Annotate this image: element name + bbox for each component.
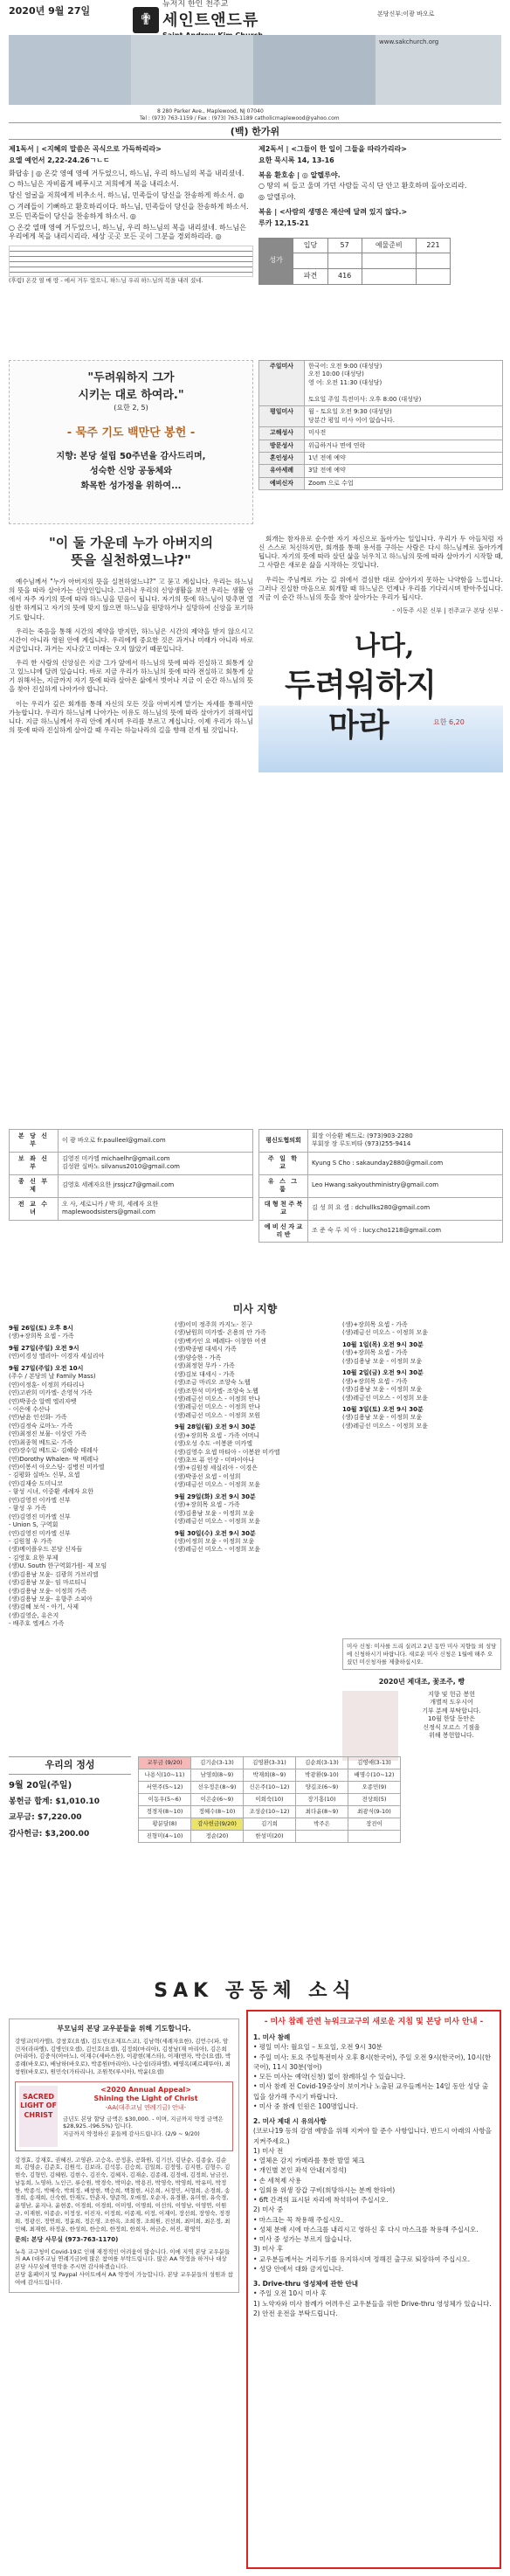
guideline-item: 2) 안전 운전을 부탁드립니다. — [253, 2309, 338, 2317]
schedule-value: 위급하거나 면에 연락 — [305, 440, 503, 452]
offering-cell: 감사헌금(9/20) — [191, 1818, 244, 1831]
intent-item: (연)김영진 이카엘 신부 — [9, 1496, 71, 1504]
intent-item: (생)+김원정 세실리아 - 이경은 — [175, 1465, 258, 1472]
intent-item: (생)레금선 미오스 - 이정희 모윤 — [342, 1329, 429, 1337]
rosary-title: - 묵주 기도 백만단 봉헌 - — [66, 426, 196, 440]
hymn-cell: 416 — [327, 269, 362, 285]
appeal-names: 강경효, 강재호, 권혜진, 고영관, 고승옥, 공정훈, 공화원, 김기선, 김단순, 김종술, 김순희, 김영순, 김준호, 김원석, 김보라, 김석봉, 김승희, 김일희, 김정영, 김지현, 김형수, 김현숙, 김형민, 김혜원, 김현수, 김진숙, 김혜자, 김재순, 김종례, 김정애, 김정희, 남금선, 남동희, 노영하, 노인근, 류승원, 박경숙, 박미순, 박용진, 박영숙, 박영희, 박유미, 박정한, 박종석, 박혜숙, 박희정, 배창현, 백승희, 백철현, 서은희, 서정민, 서형희, 손경희, 송경희, 송재희, 신숙현, 안재도, 안춘자, 양준혁, 오매경, 오순자, 유경환, 유미현, 유숙경, 윤영남, 윤지나, 윤현종, 이경희, 이경희, 이미영, 이명희, 이선의, 이영남, 이영연, 이원규, 이재현, 이종순, 이정성, 이진자, 이정희, 이종제, 이정, 이재이, 장선희, 장영숙, 정경희, 정광신, 정연희, 정윤희, 정은영, 조한옥, 조희경, 조희원, 진선희, 최미희, 최은정, 최인혜, 최재현, 하정운, 한성희, 한승희, 한정희, 한희자, 허금순, 허진, 황영익 — [15, 2156, 231, 2233]
intent-item: (생)레금선 미오스 - 이정희 모윤 — [342, 1394, 429, 1402]
offering-cell: 정경자(8~10) — [139, 1806, 191, 1818]
sermon-paragraph: 우리는 주님께로 가는 길 위에서 결심한 대로 살아가지 못하는 나약함을 느낍니다. 그러나 진실한 마음으로 회개할 때 하느님은 언제나 우리를 기다리시며 받아주십니다. 지금 이 순간 하느님의 뜻을 찾아 살아가는 우리가 됩시다. — [258, 575, 503, 601]
calligraphy-line: 나다, — [355, 631, 415, 662]
intention-line: 지향: 본당 설립 50주년을 감사드리며, — [56, 452, 206, 462]
pastor-line: 본당신부:이광 바오로 — [377, 10, 435, 17]
verse-box — [9, 360, 253, 524]
intent-item: (연)김정숙 로마노- 가족 — [9, 1422, 73, 1430]
intent-item: (생)+장희목 요셉 - 가족 — [342, 1349, 408, 1357]
intent-col-1 — [9, 1321, 166, 1629]
hymn-cell — [416, 269, 450, 285]
intent-date: 9월 29일(화) 오전 9시 30분 — [175, 1492, 256, 1500]
schedule-value: 한국어: 오전 9:00 (대성당) 오전 10:00 (대성당) 영 어: 오전 11:30 (대성당) 토요일 주일 특전미사: 오후 8:00 (대성당) — [305, 361, 503, 406]
intent-item: (생)조금 마리오 조앙숙 노웹 — [175, 1379, 251, 1387]
sermon-title: "이 둘 가운데 누가 아버지의 — [48, 535, 214, 551]
staff-left-table — [9, 1129, 253, 1221]
sak-left-head: 부모님의 본당 교우분들을 위해 기도합니다. — [57, 2025, 191, 2032]
intent-item: (생)레금선 미오스 - 이정희 모원 — [175, 1411, 261, 1419]
intent-item: (생)레금선 미오스 - 이정희 모윤 — [175, 1518, 261, 1526]
intent-date: 9월 28일(월) 오전 9시 30분 — [175, 1423, 256, 1431]
intent-item: (연)고관희 미카엘- 손영석 가족 — [9, 1389, 93, 1397]
offering-cell: 김기희 — [244, 1818, 296, 1831]
gospel-acclamation-end: ◎ 알렐루야. — [258, 193, 296, 202]
verse-line: 시키는 대로 하여라." — [78, 388, 184, 402]
offering-cell: 황분달(8) — [139, 1818, 191, 1831]
offering-cell: 전상희(5) — [348, 1794, 401, 1806]
hymn-label: 성가 — [259, 238, 293, 284]
church-photo-strip — [9, 35, 501, 105]
calligraphy-art — [258, 624, 503, 772]
intent-item: (생)+장희목 요셉 - 가족 어머니 — [175, 1431, 260, 1439]
second-label: 교무금: — [9, 1813, 35, 1823]
staff-contact[interactable]: 오 사, 세로니카 / 박 희, 세례자 요한 maplewoodsisters@gmail.com — [59, 1197, 253, 1220]
guideline-item: 2. 미사 제대 시 유의사항 — [253, 2117, 327, 2126]
flower-altar-photo — [342, 1691, 398, 1761]
right-liturgy — [258, 145, 503, 285]
offering-cell: 서연주(5~12) — [139, 1782, 191, 1794]
intent-item: (연)김영진 미카엘 신부 — [9, 1529, 71, 1537]
gospel-acclamation-head: 복음 환호송 | ◎ 알렐루야. — [258, 170, 341, 179]
psalm-line: ○ 온갖 열매 영예 거두었으니, 하느님, 우리 하느님의 복을 내리셨네. 하느님은 우리에게 복을 내리시리라. 세상 곳곳 모든 곳이 그분을 경외하리라. ◎ — [9, 223, 246, 241]
staff-role: 유 스 그 룹 — [259, 1174, 308, 1197]
church-exterior-photo — [9, 35, 131, 105]
intent-item: (생)조한석 미카엘- 조앙숙 노웹 — [175, 1387, 258, 1395]
appeal-contact: 문의: 본당 사무실 (973-763-1170) — [15, 2236, 119, 2244]
guideline-item: • 6ft 간격의 표시된 자리에 착석하여 주십시오. — [253, 2196, 389, 2205]
schedule-key: 평일미사 — [259, 406, 305, 427]
offering-cell: 김순희(3-13) — [296, 1757, 348, 1769]
reading1-head: 제1독서 | <지혜의 말씀은 곡식으로 가득하리라> — [9, 145, 162, 153]
guideline-item: 1. 미사 참례 — [253, 2033, 291, 2042]
intent-date: 10월 3일(토) 오전 9시 30분 — [342, 1405, 424, 1413]
guideline-item: • 미사 중 성가는 부르지 않습니다. — [253, 2235, 352, 2244]
thanks-body: 지향 및 헌금 봉헌 개별적 도우시어 기부 분께 부탁합니다. 10월 한달 동안은 신정식 모르스 기점을 위해 봉헌합니다. — [422, 1690, 481, 1739]
appeal-notes: 뉴욕 교구청이 Covid-19로 인해 재정적인 어려움이 많습니다. 이에 지역 본당 교우분들의 AA (대주교님 연례기금)에 많은 참여를 부탁드립니다. 많은 AA 약정을 하거나 대상 본당 사무실에 연락을 주시면 감사하겠습니다. 본당 홈페이지 및 Paypal 사이트에서 AA 약정이 가능합니다. 본당 교우분들의 성원과 참여에 감사드립니다. — [15, 2247, 233, 2286]
hymn-cell: 파견 — [293, 269, 327, 285]
annual-appeal — [15, 2081, 233, 2151]
offering-cell: 나용식(10~11) — [139, 1769, 191, 1782]
intent-item: (생)최정현 무카 - 가족 — [175, 1362, 235, 1370]
thanks-title: 2020년 제대조, 꽃조주, 빵 — [378, 1678, 465, 1686]
mass-schedule-table — [258, 360, 503, 490]
intent-item: (생)김용남 모윤 - 이정희 모윤 — [342, 1357, 423, 1365]
intent-item: - 이은애 수산나 — [9, 1405, 51, 1413]
intent-col-3 — [342, 1321, 501, 1430]
schedule-value: 3달 전에 예약 — [305, 465, 503, 477]
intent-item: - 함성 우 가족 — [9, 1505, 47, 1513]
guideline-list — [253, 2032, 494, 2318]
email-text[interactable]: catholicmaplewood@yahoo.com — [254, 115, 340, 121]
guideline-head: - 미사 참례 관련 뉴워크교구의 새로운 지침 및 본당 미사 안내 - — [264, 2018, 484, 2026]
staff-contact[interactable]: 김 성 희 요 셉 : dchullks280@gmail.com — [308, 1197, 503, 1220]
mass-intent-title: 미사 지향 — [232, 1303, 278, 1315]
intent-item: (생)오성 수도 -이봉완 미카엘 — [175, 1440, 253, 1448]
appeal-subtitle: Shining the Light of Christ — [93, 2095, 198, 2103]
psalm-head: 화답송 | ◎ 온갖 영예 영예 거두었으니, 하느님, 우리 하느님의 복을 내리셨네. — [9, 169, 245, 177]
intent-item: (생)김용남 모윤- 김광희 가브리엘 — [9, 1570, 99, 1578]
gospel-acclamation: ○ 땅의 씨 들고 울며 가던 사람들 곡식 단 안고 환호하며 돌아오리라. — [258, 182, 467, 190]
hymn-cell: 57 — [327, 238, 362, 253]
intent-item: (생)+장희목 요셉 - 가족 — [342, 1377, 408, 1385]
psalm-line: ○ 하느님은 자비롭게 베푸시고 저희에게 복을 내리소서. — [9, 180, 179, 189]
staff-contact[interactable]: 이 광 바오로 fr.paulleel@gmail.com — [59, 1130, 253, 1153]
intent-item: (생)+장희목 요셉 - 가족 — [9, 1333, 74, 1340]
guideline-item: • 미사 중 참례 인원은 100명입니다. — [253, 2102, 358, 2110]
bulletin-date: 2020년 9월 27일 — [9, 5, 91, 17]
offering-cell: 정혜수(8~10) — [191, 1806, 244, 1818]
intent-item: (생)김영수 요셉 마티아 - 이봉완 미카엘 — [175, 1448, 280, 1456]
offering-cell — [296, 1831, 348, 1843]
hymn-table — [258, 238, 451, 285]
offering-cell: 양길조(6~9) — [296, 1782, 348, 1794]
offering-cell: 박광환(9-10) — [296, 1769, 348, 1782]
offering-cell — [348, 1831, 401, 1843]
staff-role: 보 좌 신 부 — [10, 1152, 59, 1174]
schedule-key: 유아세례 — [259, 465, 305, 477]
staff-role: 예 비 신 자 교 리 반 — [259, 1220, 308, 1243]
second-value: $7,220.00 — [37, 1813, 82, 1823]
schedule-key: 예비신자 — [259, 477, 305, 489]
prayer-names: 강영교(미카엘), 강창호(요셉), 김도빈(조제프스코), 김남혁(세례자요한), 김언수(파, 암건자(라파엘), 김병인(오셉), 김인호(요셉), 김정희(마리아), 김창남(재 마리아), 김은희(마리아), 김중식(아마노), 이재수(세바스찬), 이광현(체스타), 이재(엔자, 박승(요셉), 박종례(바오로), 배남하(바오로), 박종원(마리아), 나승섭(라파엘), 배영옥(페르페뚜아), 최창원(바오로), 원민숙(가타리나), 조원묵(루시아), 박윤(요셉) — [15, 2037, 231, 2075]
schedule-value: 월 - 토요일 오전 9:30 (대성당) 당분간 평일 미사 이어 없습니다. — [305, 406, 503, 427]
sak-right-box — [246, 2010, 501, 2569]
offering-cell: 이동우(5~6) — [139, 1794, 191, 1806]
calligraphy-line: 두려워하지 — [285, 667, 437, 704]
intent-item: (생)김혜 보석 - 아기, 사제 — [9, 1603, 79, 1611]
offering-cell: 조성순(10~12) — [244, 1806, 296, 1818]
staff-contact[interactable]: Leo Hwang:sakyouthministry@gmail.com — [308, 1174, 503, 1197]
intent-item: (연)이봉서 아오스딩- 김병진 미카엘 — [9, 1464, 105, 1471]
intent-item: - Union S, 구역회 — [9, 1521, 59, 1529]
psalm-line: 당신 얼굴을 저희에게 비추소서. 하느님, 민족들이 당신을 찬송하게 하소서. ◎ — [9, 191, 245, 200]
intent-item: (연)이정훈- 이정희 카타리나 — [9, 1381, 85, 1388]
guideline-item: • 열체온 감지 카메라를 통한 발열 체크 — [253, 2157, 365, 2165]
intent-item: (생)김용남 모윤 - 이정희 모윤 — [342, 1386, 423, 1394]
intent-item: (생)초프 퓨 인상 - 미바이아나 — [175, 1457, 255, 1464]
intent-item: (연)최정진 보물- 이상린 가족 — [9, 1430, 87, 1438]
staff-contact[interactable]: 김영호 세례자요한 jrssjcz7@gmail.com — [59, 1174, 253, 1197]
intent-item: (연)김영진 미카엘 신부 — [9, 1513, 71, 1520]
sermon-author: - 이동주 시몬 신부 | 전주교구 본당 신부 - — [392, 606, 503, 614]
intent-item: (연)Dorothy Whalen- 딱 베레나 — [9, 1455, 99, 1463]
intention-line: 화목한 성가정을 위하여... — [80, 481, 182, 492]
verse-ref: (요한 2, 5) — [114, 404, 148, 412]
thanks-box — [342, 1678, 501, 1761]
reading1-source: 요엘 예언서 2,22-24.26ㄱㄴㄷ — [9, 156, 110, 164]
hymn-cell — [327, 253, 362, 269]
staff-right — [258, 1129, 503, 1243]
appeal-subtitle-2: -AA(대주교님 연례기금) 안내- — [105, 2104, 187, 2112]
intent-item: (생)+장희목 요셉 - 가족 — [342, 1321, 408, 1328]
staff-role: 본 당 신 부 — [10, 1130, 59, 1153]
reading2-head: 제2독서 | <그들이 한 일이 그들을 따라가리라> — [258, 145, 407, 153]
sermon-paragraph: 우리 한 사람의 신앙심은 지금 그가 앞에서 하느님의 뜻에 따라 진실하고 회통게 살고 있느냐에 달려 있습니다. 바로 지금 우리가 하느님의 뜻에 따라 전실하고 회통게 살기 위해서는, 지금까지 자기 뜻에 따라 살아온 삶에서 벗어나 지금 이 순간 하느님의 뜻을 찾아 진실하게 나아가야 합니다. — [9, 659, 253, 694]
staff-role: 주 일 학 교 — [259, 1152, 308, 1174]
intent-item: (생)김보 대세시 - 가족 — [175, 1370, 235, 1378]
sermon-paragraph: 이는 우리가 깊은 회개를 통해 자신의 모든 것을 아버지께 맡기는 자세를 통해서만 가능합니다. 우리가 하느님께 나아가는 이유도 하느님의 뜻에 따라 살아가기 위해서입니다. 지금 하느님께서 우리 안에 계시며 우리를 부르고 계십니다. 이제 우리가 하느님의 뜻에 따라 진실하게 살아갈 때 우리는 하늘나라의 길을 향해 걷게 될 것입니다. — [9, 699, 253, 734]
intent-item: (생)김용남 모윤- 유향주 소피아 — [9, 1596, 93, 1603]
schedule-value: 1년 전에 예약 — [305, 452, 503, 464]
intent-item: (생)레금선 미오스 - 이정희 안나 — [175, 1403, 261, 1411]
schedule-value: 미사전 — [305, 427, 503, 440]
hymn-cell — [362, 269, 416, 285]
intent-item: (생)김영순, 유은지 — [9, 1611, 59, 1619]
appeal-title: <2020 Annual Appeal> — [100, 2085, 191, 2094]
guideline-item: (코로나19 등의 감염 예방을 위해 지켜야 할 준수 사항입니다. 반드시 아래의 사항을 지켜주세요.) — [253, 2127, 492, 2145]
sermon-right — [258, 535, 503, 772]
guideline-item: 3. Drive-thru 영성체에 관한 안내 — [253, 2280, 359, 2289]
intention-line: 성숙한 신앙 공동체와 — [90, 467, 172, 477]
intent-date: 10월 1일(목) 오전 9시 30분 — [342, 1340, 424, 1348]
thanks-value: $3,200.00 — [45, 1829, 90, 1839]
offering-cell: 김영애(3-13) — [348, 1757, 401, 1769]
verse-line: "두려워하지 그가 — [87, 371, 175, 384]
intent-item: (생)박종선 요셉 - 이성희 — [175, 1472, 241, 1480]
sermon-paragraph: 예수님께서 "누가 아버지의 뜻을 실천하였느냐?" 고 묻고 계십니다. 우리는 하느님의 뜻을 따라 살아가는 신앙인입니다. 그러나 우리의 신앙생활을 보면 우리는 생활 안에서 자주 자기의 뜻에 따라 하느님을 믿음이 됩니다. 자기의 뜻에 하느님이 맞추면 열심한 하게되고 자기의 뜻에 맞지 않으면 하느님을 원망하거나 실망하여 신앙을 포기하기도 합니다. — [9, 578, 253, 621]
guideline-item: • 개인별 본인 좌석 안내(지정석) — [253, 2166, 347, 2175]
intent-item: (생)박종범 대세시 가족 — [175, 1346, 237, 1354]
offering-cell: 김기순(3-13) — [191, 1757, 244, 1769]
guideline-item: 3) 미사 후 — [253, 2245, 284, 2254]
intent-item: (연)박종순 알렉 엘리자벳 — [9, 1397, 77, 1405]
intent-item: - 함성 시녀, 이중환 세례자 요한 — [9, 1488, 94, 1496]
schedule-key: 고해성사 — [259, 427, 305, 440]
intent-item: (생)양승한 - 가족 — [175, 1354, 222, 1361]
offering-cell: 정순(20) — [191, 1831, 244, 1843]
offering-summary — [9, 1756, 131, 1839]
weekly-value: $1,010.10 — [55, 1797, 100, 1807]
offering-cell: 선우정은(8~9) — [191, 1782, 244, 1794]
guideline-item: • 일회용 위생 장갑 구비(희망하시는 분께 한하여) — [253, 2185, 396, 2194]
intent-item: (생)U. South 한구역회가원- 제 모임 — [9, 1562, 107, 1570]
offering-cell: 이은순(6~9) — [191, 1794, 244, 1806]
weekly-label: 봉헌금 합계: — [9, 1797, 53, 1807]
offering-cell: 최다윤(8~9) — [296, 1806, 348, 1818]
offering-cell: 장진이 — [348, 1818, 401, 1831]
offering-cell: 박주은 — [296, 1818, 348, 1831]
church-sign-photo — [253, 35, 376, 105]
intent-item: (생)데금선 미오스 - 이정희 모윤 — [175, 1481, 261, 1489]
staff-contact[interactable]: 김영진 미카엘 michaelhr@gmail.com 김성완 실바노 silvanus2010@gmail.com — [59, 1152, 253, 1174]
intent-item: (생)김용남 모윤 - 이정희 모윤 — [175, 1509, 255, 1517]
offering-title: 우리의 정성 — [9, 1756, 131, 1775]
thanks-label: 감사헌금: — [9, 1829, 43, 1839]
church-name: 세인트앤드류 — [162, 10, 259, 30]
offering-cell: 남영희(8~9) — [191, 1769, 244, 1782]
offering-date: 9월 20일(주일) — [9, 1780, 72, 1790]
guideline-item: • 주일 미사: 토요 주일특전미사 오후 8시(한국어), 주일 오전 9시(한국어), 10시(한국어), 11시 30분(영어) — [253, 2053, 492, 2071]
staff-contact[interactable]: Kyung S Cho : sakaunday2880@gmail.com — [308, 1152, 503, 1174]
schedule-key: 방문성사 — [259, 440, 305, 452]
website-label[interactable]: www.sakchurch.org — [376, 35, 501, 105]
intent-item: (연)장수일 베드로- 김혜승 테레사 — [9, 1447, 99, 1455]
hymn-cell — [416, 253, 450, 269]
offering-cell: 오종민(9) — [348, 1782, 401, 1794]
intent-item: (생)김용남 모윤- 임 마르티니 — [9, 1579, 87, 1587]
staff-role: 종 신 부 제 — [10, 1174, 59, 1197]
schedule-key: 혼인성사 — [259, 452, 305, 464]
guideline-item: 1) 노약자와 미사 참례가 어려우신 교우분들을 위한 Drive-thru 영성체가 있습니다. — [253, 2299, 492, 2308]
intent-item: (연)최종혁 베드로- 가족 — [9, 1438, 73, 1446]
offering-cell: 김영환(3-31) — [244, 1757, 296, 1769]
hymn-cell — [293, 253, 327, 269]
guideline-item: • 성당 안에서 대화 금지입니다. — [253, 2264, 344, 2273]
intent-item: (생)남원희 미카엘- 온용의 안 가족 — [175, 1329, 266, 1337]
schedule-key: 주일미사 — [259, 361, 305, 406]
guideline-item: • 마스크는 꼭 착용해 주십시오. — [253, 2215, 344, 2224]
intent-item: (생)레금선 미오스 - 이정희 안나 — [175, 1395, 261, 1402]
staff-contact[interactable]: 조 준 숙 루 치 아 : lucy.cho1218@gmail.com — [308, 1220, 503, 1243]
staff-role: 대 형 천 주 북 교 — [259, 1197, 308, 1220]
hymn-cell: 예물준비 — [362, 238, 416, 253]
intent-item: (생)이정희 모윤 - 이정희 모윤 — [175, 1537, 255, 1545]
intent-item: - 김평화 실바노 신부, 요셉 — [9, 1472, 80, 1479]
sermon-title-2: 뜻을 실천하였느냐?" — [71, 551, 191, 568]
intent-item: (연)남윤 인선화- 가족 — [9, 1414, 67, 1422]
guideline-item: • 손 세척제 사용 — [253, 2176, 302, 2185]
offering-cell: 박재희(8~9) — [244, 1769, 296, 1782]
reading2-source: 요한 묵시록 14, 13-16 — [258, 156, 334, 164]
mass-schedule — [258, 360, 503, 490]
appeal-text: 금년도 본당 할당 금액은 $30,000. - 이며, 지금까지 약정 금액은 $28,925.-(96.5%) 입니다. 지금까지 약정하신 분들께 감사드립니다. (2/9 ~ 9/20) — [63, 2115, 224, 2138]
intent-item: (연)김재승 도미니코 — [9, 1479, 63, 1487]
psalm-line: ○ 겨레들이 기뻐하고 환호하리이다. 하느님, 민족들이 당신을 찬송하게 하소서. 모든 민족들이 당신을 찬송하게 하소서. ◎ — [9, 202, 249, 220]
intent-item: (생)김용남 모윤- 이정희 가족 — [9, 1587, 87, 1595]
calligraphy-ref: 요한 6,20 — [433, 718, 465, 727]
guideline-item: • 평일 미사: 월요일 – 토요일, 오전 9시 30분 — [253, 2043, 382, 2052]
intent-date: 9월 30일(수) 오전 9시 30분 — [175, 1529, 256, 1537]
intent-item: (생)레금선 미오스 - 이정희 모윤 — [175, 1546, 261, 1554]
intent-item: (생)메이플우드 본당 신자들 — [9, 1546, 83, 1554]
intent-item: (생)레금선 미오스 - 이정희 모윤 — [342, 1422, 429, 1430]
offering-cell: 배명수(10~12) — [348, 1769, 401, 1782]
intent-item: - 김원철 우 가족 — [9, 1537, 52, 1545]
guideline-item: • 교우분들께서는 거리두기를 유지하시며 정해진 출구로 퇴장하여 주십시오. — [253, 2254, 471, 2263]
guideline-item: • 성체 분배 시에 마스크를 내리시고 영하신 후 다시 마스크를 착용해 주십시오. — [253, 2225, 479, 2233]
church-address: 8 280 Parker Ave., Maplewood, NJ 07040 — [157, 108, 264, 114]
guideline-item: • 모든 미사는 예약(신청) 없이 참례하실 수 있습니다. — [253, 2073, 406, 2081]
intent-item: (생)김용남 모윤 - 이정희 모윤 — [342, 1414, 423, 1422]
offering-cell: 교무금 (9/20) — [139, 1757, 191, 1769]
church-kor-subtitle: 뉴저지 한인 천주교 — [162, 0, 229, 10]
guideline-item: 1) 미사 전 — [253, 2146, 284, 2155]
offering-cell: 이희숙(10) — [244, 1794, 296, 1806]
sak-left-box — [9, 2019, 239, 2293]
gospel-head: 복음 | <사람의 생명은 재산에 달려 있지 않다.> — [258, 207, 408, 216]
offering-cell: 최광식(9-10) — [348, 1806, 401, 1818]
gospel-source: 루카 12,15-21 — [258, 218, 309, 227]
intent-date: 9월 27일(주일) 오전 9시 — [9, 1344, 79, 1352]
offering-cell: 신은주(10~12) — [244, 1782, 296, 1794]
church-logo[interactable] — [133, 0, 369, 36]
intent-item: (생)+장희목 요셉 - 가족 — [175, 1501, 240, 1509]
music-lyrics: (후렴) 온갖 열 매 땅 - 에서 거두 었으니, 하느님 우리 하느님의 복을 내려 셨네. — [9, 277, 203, 285]
offering-cell: 한성미(20) — [244, 1831, 296, 1843]
sak-title: SAK 공동체 소식 — [154, 1980, 356, 2002]
guideline-item: • 주일 오전 10시 미사 후 — [253, 2289, 327, 2298]
hymn-cell: 221 — [416, 238, 450, 253]
hymn-cell — [362, 253, 416, 269]
music-staff — [9, 246, 253, 277]
feast-banner: (백) 한가위 — [9, 122, 501, 140]
intent-item: (주수 / 본당의 날 Family Mass) — [9, 1373, 96, 1381]
staff-left — [9, 1129, 253, 1221]
phone-text: Tel : (973) 763-1159 / Fax : (973) 763-1189 — [140, 115, 253, 121]
church-building-photo — [131, 35, 253, 105]
offering-grid — [138, 1756, 401, 1843]
guideline-item: 2) 미사 중 — [253, 2206, 284, 2214]
intent-date: 10월 2일(금) 오전 9시 30분 — [342, 1369, 424, 1377]
appeal-badge-icon: SACRED LIGHT OF CHRIST — [19, 2086, 58, 2147]
calligraphy-line: 마라 — [328, 707, 389, 744]
intent-item: (연)이경성 엘리아- 이경자 세실리아 — [9, 1353, 105, 1361]
offering-cell: 진형미(4~10) — [139, 1831, 191, 1843]
church-phone — [140, 115, 340, 122]
mass-request-note: 미사 신청: 미사를 드리 실려고 2년 동안 미사 지향들 외 성당에 신청하시기 바랍니다. 새로운 미사 신청은 1월에 해주 오셨던 미신청자를 제출하십시오. — [342, 1638, 501, 1670]
staff-role: 전 교 수 녀 — [10, 1197, 59, 1220]
offering-cell: 장기홍(10) — [296, 1794, 348, 1806]
intent-item: (생)이미 정주희 카지노- 친구 — [175, 1321, 253, 1328]
intent-date: 9월 26일(토) 오후 8시 — [9, 1325, 73, 1332]
left-liturgy — [9, 145, 253, 287]
sermon-paragraph: 회개는 참자유로 순수한 자기 자신으로 돌아가는 일입니다. 우리가 두 아들처럼 자신 스스로 처신하지만, 회개를 통해 용서를 구하는 사람은 다시 하느님께로 돌아가게 됩니다. 자기의 뜻에 따라 살던 삶을 뉘우치고 하느님의 뜻에 따라 살아가기 시작할 때, 그 사람은 새로운 삶을 시작하는 것입니다. — [258, 535, 503, 570]
staff-right-table — [258, 1129, 503, 1243]
sermon-paragraph: 우리는 죽음을 통해 시간의 제약을 받지만, 하느님은 시간의 제약을 받지 않으시고 시간이 아니라 영원 안에 계십니다. 우리에게 중요한 것은 과거나 미래가 아니라 바로 지금입니다. 과거는 지나갔고 미래는 오지 않았기 때문입니다. — [9, 627, 253, 653]
offering-table — [138, 1756, 401, 1843]
staff-role: 평신도협의회 — [259, 1130, 308, 1153]
intent-date: 9월 27일(주일) 오전 10시 — [9, 1364, 84, 1372]
intent-item: (생)백카인 요 베레다- 이창한 어센 — [175, 1337, 266, 1345]
sermon-left — [9, 535, 253, 740]
intent-col-2 — [175, 1321, 332, 1555]
guideline-item: • 미사 참례 전 Covid-19증상이 보이거나 노출된 교우들께서는 14일 동안 성당 출입을 삼가해 주시기 바랍니다. — [253, 2082, 489, 2101]
schedule-value: Zoom 으로 수업 — [305, 477, 503, 489]
church-mark-icon: ✟ — [133, 7, 159, 33]
intent-item: - 김영호 요한 부제 — [9, 1554, 59, 1562]
staff-contact[interactable]: 회장 이승환 베드로: (973)903-2280 부회장 장 루도비타 (973)255-9414 — [308, 1130, 503, 1153]
intent-item: - 배주호 엘케스 가족 — [9, 1620, 65, 1628]
hymn-cell: 입당 — [293, 238, 327, 253]
